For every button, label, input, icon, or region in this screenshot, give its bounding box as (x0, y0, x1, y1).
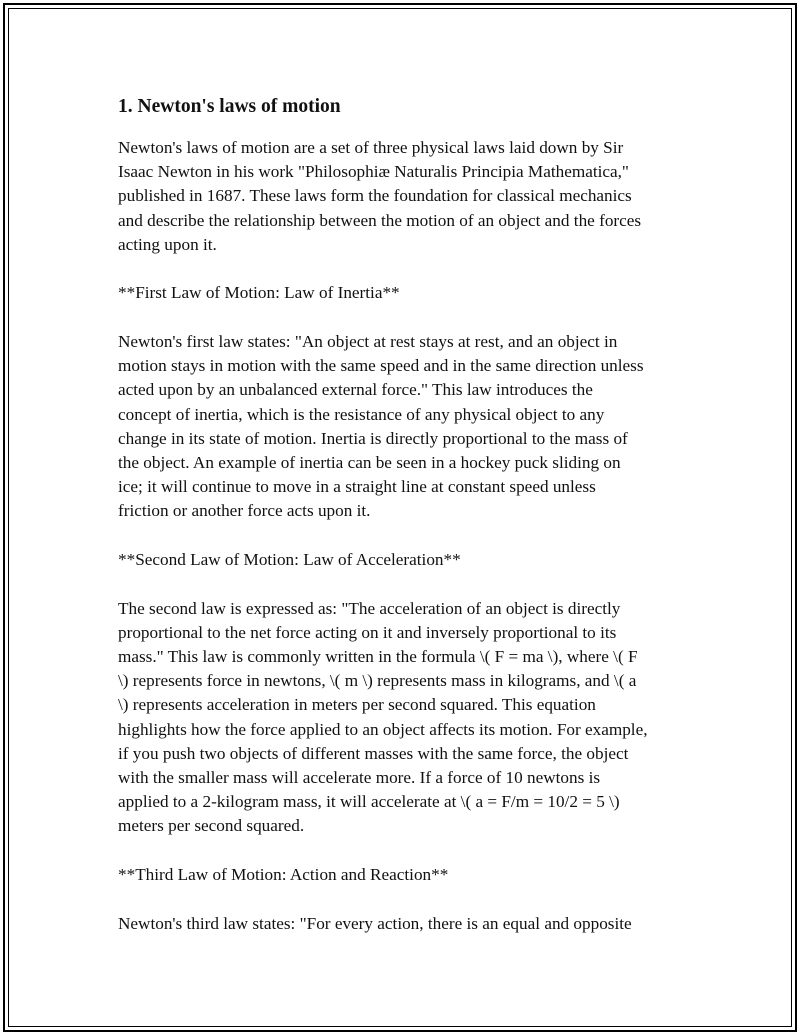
text-line: highlights how the force applied to an object affects its motion. For example, (118, 719, 648, 739)
text-line: with the smaller mass will accelerate more. If a force of 10 newtons is (118, 768, 601, 788)
text-line: concept of inertia, which is the resistance of any physical object to any (118, 404, 605, 424)
text-line: applied to a 2-kilogram mass, it will accelerate at \( a = F/m = 10/2 = 5 \) (118, 792, 620, 812)
text-line: if you push two objects of different masses with the same force, the object (118, 743, 629, 763)
section-title: 1. Newton's laws of motion (118, 96, 341, 117)
document-body (118, 94, 698, 960)
text-line: change in its state of motion. Inertia is directly proportional to the mass of (118, 428, 628, 448)
first-law-heading (118, 281, 698, 305)
text-line: motion stays in motion with the same speed and in the same direction unless (118, 356, 644, 376)
text-line: meters per second squared. (118, 816, 305, 836)
text-line: Newton's laws of motion are a set of three physical laws laid down by Sir (118, 138, 624, 157)
text-line: Newton's third law states: "For every action, there is an equal and opposite (118, 913, 632, 933)
third-law-paragraph (118, 912, 698, 936)
text-line: The second law is expressed as: "The acceleration of an object is directly (118, 598, 621, 618)
text-line: **Third Law of Motion: Action and Reaction** (118, 865, 449, 885)
text-line: ice; it will continue to move in a straight line at constant speed unless (118, 477, 596, 497)
text-line: and describe the relationship between the motion of an object and the forces (118, 210, 642, 230)
text-line: \) represents force in newtons, \( m \) represents mass in kilograms, and \( a (118, 671, 637, 691)
text-line: Isaac Newton in his work "Philosophiæ Naturalis Principia Mathematica," (118, 162, 629, 182)
text-line: proportional to the net force acting on it and inversely proportional to its (118, 622, 617, 642)
intro-paragraph (118, 136, 698, 257)
text-line: acted upon by an unbalanced external force." This law introduces the (118, 380, 593, 400)
text-line: **Second Law of Motion: Law of Acceleration** (118, 550, 461, 570)
second-law-heading (118, 548, 698, 572)
text-line: friction or another force acts upon it. (118, 501, 371, 521)
text-line: mass." This law is commonly written in the formula \( F = ma \), where \( F (118, 647, 638, 667)
text-line: **First Law of Motion: Law of Inertia** (118, 283, 400, 303)
second-law-paragraph (118, 597, 698, 839)
text-line: \) represents acceleration in meters per second squared. This equation (118, 695, 596, 715)
text-line: acting upon it. (118, 234, 217, 254)
text-line: the object. An example of inertia can be seen in a hockey puck sliding on (118, 453, 621, 473)
text-line: published in 1687. These laws form the foundation for classical mechanics (118, 186, 632, 206)
text-line: Newton's first law states: "An object at rest stays at rest, and an object in (118, 332, 618, 351)
third-law-heading (118, 863, 698, 887)
first-law-paragraph (118, 330, 698, 524)
